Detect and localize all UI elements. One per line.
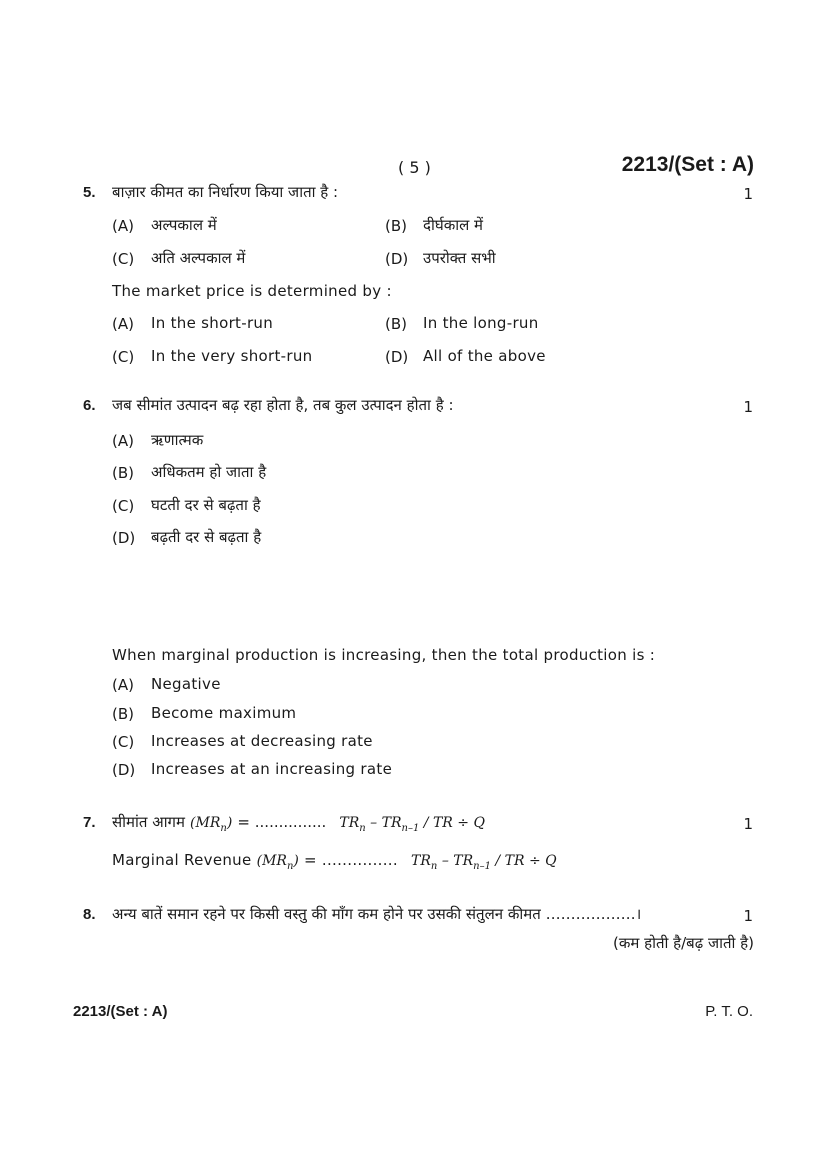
option-label: (B) xyxy=(385,217,407,235)
option-text: अधिकतम हो जाता है xyxy=(151,463,267,481)
option-label: (A) xyxy=(112,217,134,235)
question-text-hindi: जब सीमांत उत्पादन बढ़ रहा होता है, तब कुल उत्पादन होता है : xyxy=(112,396,454,414)
option-text: बढ़ती दर से बढ़ता है xyxy=(151,528,262,546)
question-text-english: The market price is determined by : xyxy=(112,282,392,300)
option-label: (D) xyxy=(385,250,409,268)
formula: $TR_n - TR_{n-1}$ / TR ÷ Q xyxy=(339,815,485,834)
option-text: In the very short-run xyxy=(151,347,313,365)
option-text: दीर्घकाल में xyxy=(423,216,484,234)
mr-symbol: MR xyxy=(195,815,221,831)
blank: = ............... xyxy=(237,813,327,831)
option-label: (A) xyxy=(112,676,134,694)
option-label: (C) xyxy=(112,250,135,268)
question-text-english: When marginal production is increasing, then the total production is : xyxy=(112,646,656,664)
option-label: (C) xyxy=(112,348,135,366)
blank: = ............... xyxy=(303,851,398,869)
option-text: ऋणात्मक xyxy=(151,431,204,449)
option-text: उपरोक्त सभी xyxy=(423,249,496,267)
options-hint: (कम होती है/बढ़ जाती है) xyxy=(613,934,754,952)
option-label: (A) xyxy=(112,315,134,333)
marks: 1 xyxy=(743,398,753,416)
option-label: (A) xyxy=(112,432,134,450)
prefix-english: Marginal Revenue xyxy=(112,851,252,869)
question-number: 6. xyxy=(83,397,96,414)
option-label: (C) xyxy=(112,733,135,751)
option-text: Increases at an increasing rate xyxy=(151,760,393,778)
question-text-hindi: अन्य बातें समान रहने पर किसी वस्तु की माँग कम होने पर उसकी संतुलन कीमत ………………। xyxy=(112,905,642,923)
marks: 1 xyxy=(743,815,753,833)
paper-code-footer: 2213/(Set : A) xyxy=(73,1003,168,1020)
pto-label: P. T. O. xyxy=(705,1003,753,1020)
formula-line-english: Marginal Revenue $(MR_n)$ = ............... $TR_n - TR_{n-1}$ / TR ÷ Q xyxy=(112,851,557,872)
option-text: In the short-run xyxy=(151,314,274,332)
option-label: (B) xyxy=(112,464,134,482)
option-text: Increases at decreasing rate xyxy=(151,732,373,750)
page-number: ( 5 ) xyxy=(398,158,431,177)
prefix-hindi: सीमांत आगम xyxy=(112,813,185,831)
option-text: अल्पकाल में xyxy=(151,216,217,234)
formula-line-hindi: सीमांत आगम $(MR_n)$ = ............... $TR_n - TR_{n-1}$ / TR ÷ Q xyxy=(112,813,485,834)
option-label: (C) xyxy=(112,497,135,515)
option-text: All of the above xyxy=(423,347,546,365)
paper-code-header: 2213/(Set : A) xyxy=(621,153,754,176)
option-text: In the long-run xyxy=(423,314,539,332)
option-label: (D) xyxy=(112,761,136,779)
question-text-hindi: बाज़ार कीमत का निर्धारण किया जाता है : xyxy=(112,183,339,201)
question-number: 7. xyxy=(83,814,96,831)
option-text: अति अल्पकाल में xyxy=(151,249,246,267)
question-number: 5. xyxy=(83,184,96,201)
question-number: 8. xyxy=(83,906,96,923)
option-label: (B) xyxy=(385,315,407,333)
option-text: घटती दर से बढ़ता है xyxy=(151,496,261,514)
formula: $TR_n - TR_{n-1}$ / TR ÷ Q xyxy=(411,853,557,872)
option-text: Become maximum xyxy=(151,704,297,722)
marks: 1 xyxy=(743,907,753,925)
option-label: (D) xyxy=(385,348,409,366)
option-label: (B) xyxy=(112,705,134,723)
option-label: (D) xyxy=(112,529,136,547)
option-text: Negative xyxy=(151,675,221,693)
marks: 1 xyxy=(743,185,753,203)
